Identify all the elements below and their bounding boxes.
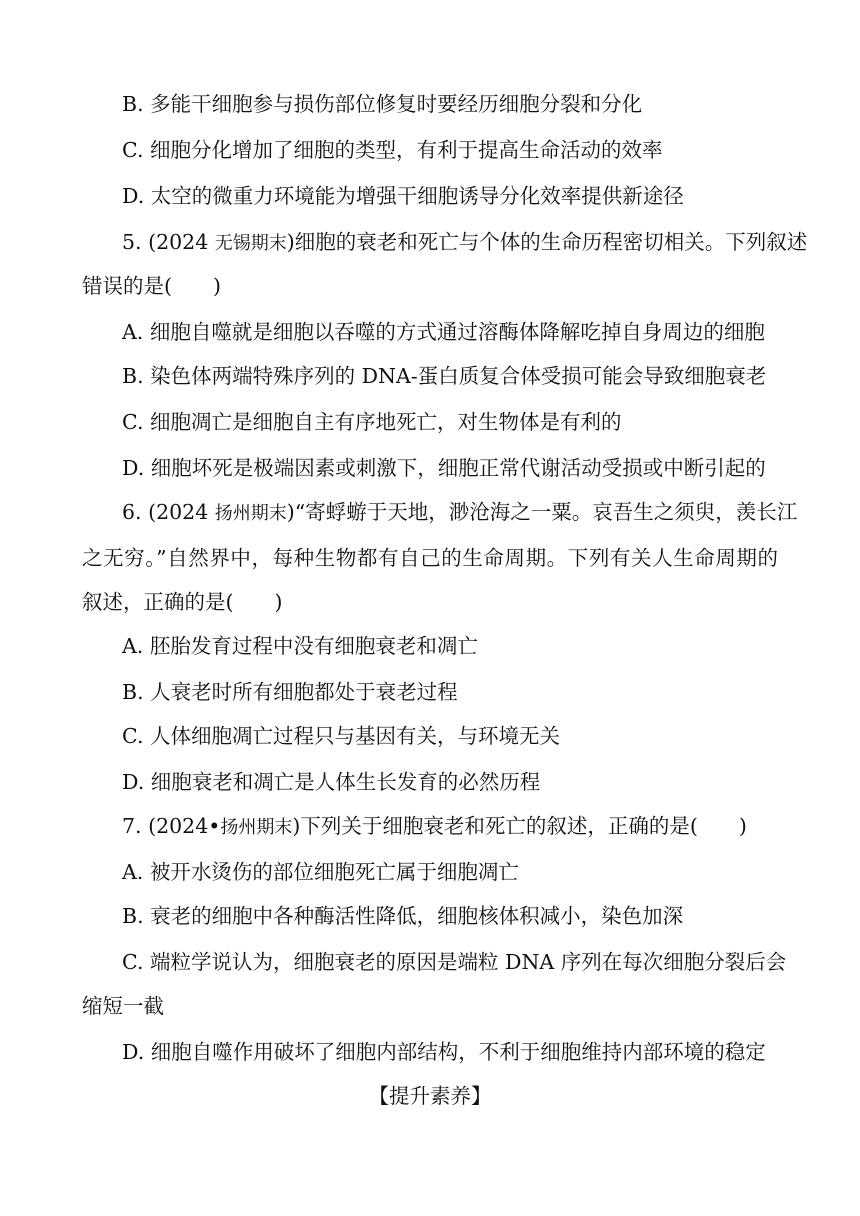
- q6-stem-line1: [122, 498, 798, 528]
- q6-number: 6. (2024: [122, 500, 215, 524]
- q7-option-c-line2: 缩短一截: [82, 994, 164, 1018]
- q6-option-b: B. 人衰老时所有细胞都处于衰老过程: [122, 680, 458, 704]
- q6-stem-text1: )“寄蜉蝣于天地，渺沧海之一粟。哀吾生之须臾，羡长江: [286, 500, 798, 524]
- q7-option-a: A. 被开水烫伤的部位细胞死亡属于细胞凋亡: [122, 860, 519, 884]
- q6-option-a: A. 胚胎发育过程中没有细胞衰老和凋亡: [122, 634, 478, 658]
- q5-stem-line1: [122, 228, 808, 258]
- q6-stem-line3: 叙述，正确的是( ): [82, 590, 283, 614]
- q7-stem-text1: )下列关于细胞衰老和死亡的叙述，正确的是( ): [292, 814, 747, 838]
- q6-option-c: C. 人体细胞凋亡过程只与基因有关，与环境无关: [122, 724, 560, 748]
- q5-stem-text1: )细胞的衰老和死亡与个体的生命历程密切相关。下列叙述: [286, 230, 808, 254]
- q7-stem-line1: [122, 812, 747, 842]
- q7-source: 扬州期末: [220, 817, 293, 838]
- q5-option-d: D. 细胞坏死是极端因素或刺激下，细胞正常代谢活动受损或中断引起的: [122, 456, 766, 480]
- q7-number: 7. (2024•: [122, 814, 221, 838]
- q6-option-d: D. 细胞衰老和凋亡是人体生长发育的必然历程: [122, 770, 541, 794]
- q5-option-c: C. 细胞凋亡是细胞自主有序地死亡，对生物体是有利的: [122, 410, 622, 434]
- q7-option-d: D. 细胞自噬作用破坏了细胞内部结构，不利于细胞维持内部环境的稳定: [122, 1040, 766, 1064]
- q5-option-a: A. 细胞自噬就是细胞以吞噬的方式通过溶酶体降解吃掉自身周边的细胞: [122, 320, 765, 344]
- q4-option-c: C. 细胞分化增加了细胞的类型，有利于提高生命活动的效率: [122, 138, 663, 162]
- q4-option-d: D. 太空的微重力环境能为增强干细胞诱导分化效率提供新途径: [122, 184, 684, 208]
- q6-stem-line2: 之无穷。”自然界中，每种生物都有自己的生命周期。下列有关人生命周期的: [82, 546, 778, 570]
- section-heading: 【提升素养】: [368, 1084, 492, 1108]
- q7-option-c-line1: C. 端粒学说认为，细胞衰老的原因是端粒 DNA 序列在每次细胞分裂后会: [122, 950, 787, 974]
- q6-source: 扬州期末: [214, 503, 287, 524]
- q5-stem-line2: 错误的是( ): [82, 274, 221, 298]
- q5-option-b: B. 染色体两端特殊序列的 DNA-蛋白质复合体受损可能会导致细胞衰老: [122, 364, 767, 388]
- q5-number: 5. (2024: [122, 230, 215, 254]
- q5-source: 无锡期末: [214, 233, 287, 254]
- q4-option-b: B. 多能干细胞参与损伤部位修复时要经历细胞分裂和分化: [122, 92, 643, 116]
- q7-option-b: B. 衰老的细胞中各种酶活性降低，细胞核体积减小，染色加深: [122, 904, 684, 928]
